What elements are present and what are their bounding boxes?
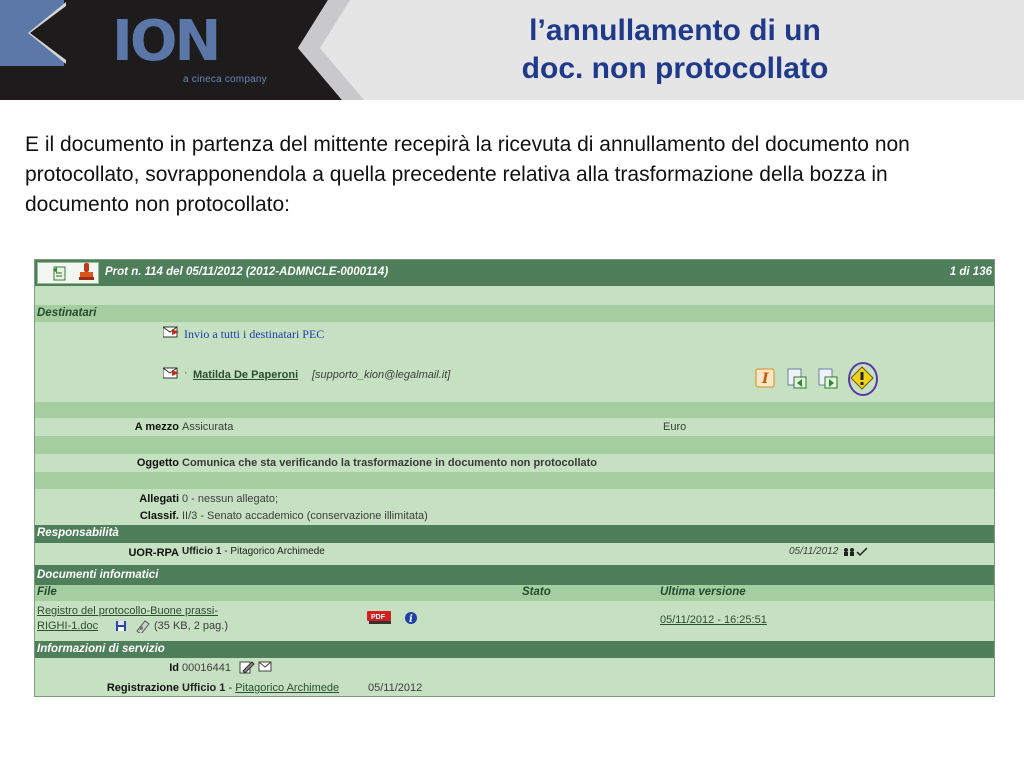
edit-doc-icon[interactable] — [239, 660, 255, 674]
record-panel — [34, 259, 995, 697]
section-documenti — [35, 565, 994, 585]
pdf-badge-text: PDF — [371, 614, 385, 621]
section-servizio — [35, 641, 994, 658]
id-value: 00016441 — [182, 662, 231, 674]
recipient-email: [supporto_kion@legalmail.it] — [312, 369, 451, 381]
field-row-uor — [35, 543, 994, 561]
section-title-servizio: Informazioni di servizio — [37, 643, 165, 655]
logo-k-icon — [0, 0, 72, 66]
uor-separator: - — [224, 546, 228, 557]
classif-value: II/3 - Senato accademico (conservazione illimitata) — [182, 510, 428, 522]
recipient-name-link[interactable]: Matilda De Paperoni — [193, 369, 299, 381]
reg-office: Ufficio 1 — [182, 682, 226, 694]
logo-subtitle: a cineca company — [183, 74, 267, 85]
registrazione-value — [182, 682, 339, 694]
toolbar-icon-cell — [37, 262, 99, 284]
uor-value — [182, 546, 325, 557]
info-badge-text: i — [409, 614, 413, 625]
mezzo-label: A mezzo — [134, 421, 179, 433]
mail-icon[interactable] — [258, 661, 272, 672]
destinatari-block — [35, 322, 994, 402]
pdf-icon[interactable] — [367, 609, 395, 625]
currency-value: Euro — [663, 421, 687, 433]
field-row-mezzo — [35, 418, 994, 436]
signature-icon[interactable] — [135, 619, 151, 633]
spacer-row — [35, 402, 994, 418]
mezzo-value: Assicurata — [182, 421, 234, 433]
section-title-responsabilita: Responsabilità — [37, 527, 119, 539]
spacer-row — [35, 286, 994, 305]
file-version-link[interactable]: 05/11/2012 - 16:25:51 — [660, 614, 767, 626]
recipient-bullet: · — [184, 367, 188, 379]
svg-text:I: I — [762, 371, 769, 387]
intro-paragraph: E il documento in partenza del mittente recepirà la ricevuta di annullamento del documento non protocollato, sovrapponendola a quella precedente relativa alla trasformazione della bozza in documento non protocollato: — [25, 133, 910, 216]
field-row-oggetto — [35, 454, 994, 472]
logo-wordmark: ION — [112, 9, 219, 74]
record-title-bar — [35, 260, 994, 286]
reg-separator: - — [228, 682, 233, 694]
section-title-destinatari: Destinatari — [37, 307, 97, 319]
slide-title — [470, 12, 880, 88]
uor-office: Ufficio 1 — [182, 546, 222, 557]
field-row-allegati — [35, 489, 994, 525]
allegati-label: Allegati — [139, 493, 179, 505]
id-label: Id — [169, 662, 179, 674]
italic-i-icon[interactable] — [755, 368, 775, 388]
uor-label: UOR-RPA — [128, 547, 179, 559]
slide-title-line-1: l’annullamento di un — [529, 14, 821, 47]
pec-envelope-icon — [163, 326, 181, 338]
record-counter: 1 di 136 — [949, 266, 992, 278]
allegati-value: 0 - nessun allegato; — [182, 493, 279, 505]
stamp-icon[interactable] — [78, 263, 94, 283]
uor-person: Pitagorico Archimede — [230, 546, 325, 557]
recipient-envelope-icon — [163, 367, 181, 379]
file-row — [35, 601, 994, 641]
spacer-row — [35, 472, 994, 489]
reg-date: 05/11/2012 — [368, 682, 423, 694]
forward-doc-icon[interactable] — [786, 368, 808, 390]
people-check-icon — [843, 547, 869, 557]
save-disk-icon[interactable] — [115, 620, 127, 632]
servizio-block — [35, 658, 994, 697]
file-name-link[interactable]: Registro del protocollo-Buone prassi- — [37, 605, 218, 617]
reply-doc-icon[interactable] — [817, 368, 839, 390]
file-size: (35 KB, 2 pag.) — [154, 620, 228, 632]
section-responsabilita — [35, 525, 994, 543]
col-file: File — [37, 586, 57, 598]
uor-date: 05/11/2012 — [789, 546, 839, 557]
highlight-circle — [848, 362, 878, 396]
file-name-link-line-2[interactable]: RIGHI-1.doc — [37, 620, 99, 632]
classif-label: Classif. — [139, 510, 179, 522]
section-title-documenti: Documenti informatici — [37, 569, 159, 581]
pec-send-all-link[interactable]: Invio a tutti i destinatari PEC — [184, 327, 325, 341]
oggetto-label: Oggetto — [136, 457, 179, 469]
record-title: Prot n. 114 del 05/11/2012 (2012-ADMNCLE-0000114) — [105, 266, 389, 278]
info-icon[interactable] — [404, 611, 418, 625]
slide-title-line-2: doc. non protocollato — [521, 52, 829, 85]
col-ultima-versione: Ultima versione — [660, 586, 746, 598]
refresh-doc-icon[interactable] — [52, 266, 68, 282]
oggetto-value: Comunica che sta verificando la trasformazione in documento non protocollato — [182, 457, 598, 469]
section-destinatari — [35, 305, 994, 322]
files-header-row — [35, 585, 994, 601]
spacer-row — [35, 436, 994, 454]
registrazione-label: Registrazione — [106, 682, 179, 694]
col-stato: Stato — [522, 586, 551, 598]
reg-person-link[interactable]: Pitagorico Archimede — [235, 682, 340, 694]
